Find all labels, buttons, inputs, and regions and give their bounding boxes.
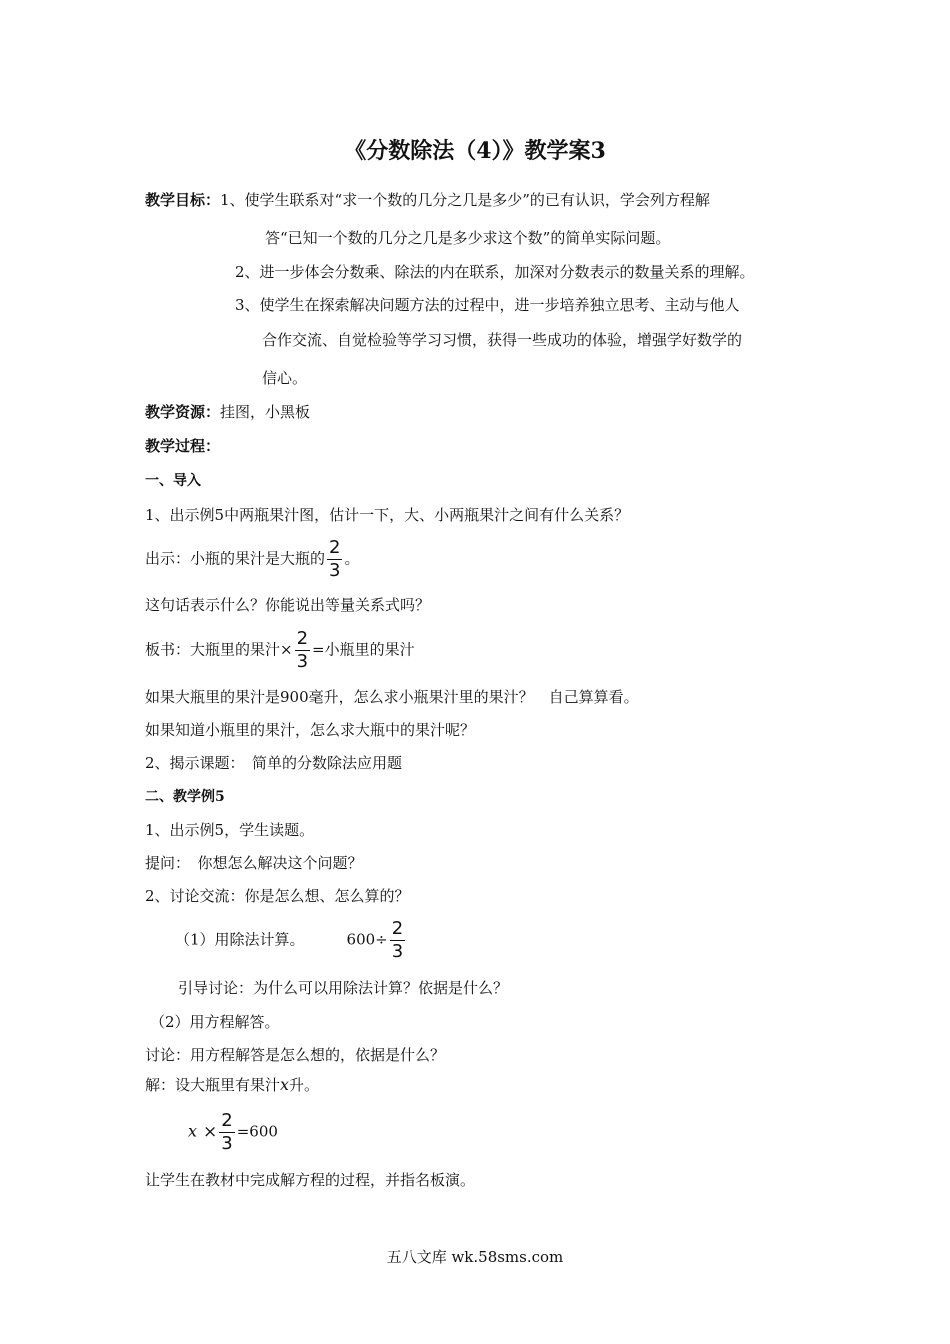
fraction-two-thirds xyxy=(327,537,342,582)
fraction-two-thirds xyxy=(295,628,310,673)
solution-text: 解：设大瓶里有果汁 xyxy=(145,1076,281,1094)
fraction-denominator: 3 xyxy=(391,941,404,962)
fraction-numerator: 2 xyxy=(329,537,341,558)
section-1-heading: 一、导入 xyxy=(145,473,201,489)
division-method-line xyxy=(175,918,407,963)
section-1-paragraph: 如果知道小瓶里的果汁，怎么求大瓶中的果汁呢？ xyxy=(145,721,476,739)
resources-line xyxy=(145,402,310,422)
division-expression: 600÷ xyxy=(346,930,388,949)
section-2-paragraph: 提问： 你想怎么解决这个问题？ xyxy=(145,854,363,872)
resources-label: 教学资源： xyxy=(145,403,221,421)
objectives-label: 教学目标： xyxy=(145,191,221,209)
fraction-two-thirds xyxy=(390,918,405,963)
process-label: 教学过程： xyxy=(145,437,221,455)
times-sign: × xyxy=(203,1121,218,1142)
section-1-paragraph: 1、出示例5中两瓶果汁图，估计一下，大、小两瓶果汁之间有什么关系？ xyxy=(145,506,630,524)
variable-x: x xyxy=(188,1121,198,1141)
document-title: 《分数除法（4）》教学案3 xyxy=(344,138,606,164)
fraction-two-thirds xyxy=(219,1110,234,1155)
board-text: 板书：大瓶里的果汁× xyxy=(145,640,293,659)
objectives-line-1 xyxy=(145,190,710,210)
solution-text-end: 升。 xyxy=(289,1076,320,1094)
variable-x: x xyxy=(280,1075,290,1094)
show-text-end: 。 xyxy=(344,549,360,568)
solution-setup-line xyxy=(145,1075,319,1095)
section-1-paragraph: 这句话表示什么？你能说出等量关系式吗？ xyxy=(145,596,431,614)
section-1-paragraph: 如果大瓶里的果汁是900毫升，怎么求小瓶果汁里的果汁？ 自己算算看。 xyxy=(145,688,639,706)
board-text-end: =小瓶里的果汁 xyxy=(312,640,415,659)
fraction-denominator: 3 xyxy=(221,1133,233,1154)
footer-watermark: 五八文库 wk.58sms.com xyxy=(386,1248,564,1266)
section-2-paragraph: 1、出示例5，学生读题。 xyxy=(145,821,315,839)
equation-line xyxy=(188,1110,278,1155)
fraction-denominator: 3 xyxy=(296,651,309,672)
resources-text: 挂图，小黑板 xyxy=(220,403,311,421)
board-equation-line xyxy=(145,628,415,673)
section-2-paragraph: 让学生在教材中完成解方程的过程，并指名板演。 xyxy=(145,1171,476,1189)
objective-3-continuation-2: 信心。 xyxy=(262,369,308,387)
fraction-numerator: 2 xyxy=(391,918,404,939)
section-1-paragraph: 2、揭示课题： 简单的分数除法应用题 xyxy=(145,754,403,772)
fraction-numerator: 2 xyxy=(221,1110,233,1131)
division-method-label: （1）用除法计算。 xyxy=(175,930,305,949)
objective-1-text: 1、使学生联系对“求一个数的几分之几是多少”的已有认识，学会列方程解 xyxy=(220,191,710,209)
objective-3: 3、使学生在探索解决问题方法的过程中，进一步培养独立思考、主动与他人 xyxy=(235,296,740,314)
show-text: 出示：小瓶的果汁是大瓶的 xyxy=(145,549,326,568)
section-2-paragraph: 2、讨论交流：你是怎么想、怎么算的？ xyxy=(145,887,410,905)
section-2-paragraph: 引导讨论：为什么可以用除法计算？依据是什么？ xyxy=(178,979,509,997)
objective-3-continuation: 合作交流、自觉检验等学习习惯，获得一些成功的体验，增强学好数学的 xyxy=(262,331,743,349)
objective-1-continuation: 答“已知一个数的几分之几是多少求这个数”的简单实际问题。 xyxy=(265,229,671,247)
equation-result: =600 xyxy=(236,1122,278,1141)
objective-2: 2、进一步体会分数乘、除法的内在联系，加深对分数表示的数量关系的理解。 xyxy=(235,263,755,281)
section-2-heading: 二、教学例5 xyxy=(145,789,225,805)
section-2-paragraph: 讨论：用方程解答是怎么想的，依据是什么？ xyxy=(145,1046,446,1064)
fraction-numerator: 2 xyxy=(296,628,309,649)
show-fraction-line xyxy=(145,537,359,582)
section-2-paragraph: （2）用方程解答。 xyxy=(150,1013,280,1031)
fraction-denominator: 3 xyxy=(329,560,341,581)
